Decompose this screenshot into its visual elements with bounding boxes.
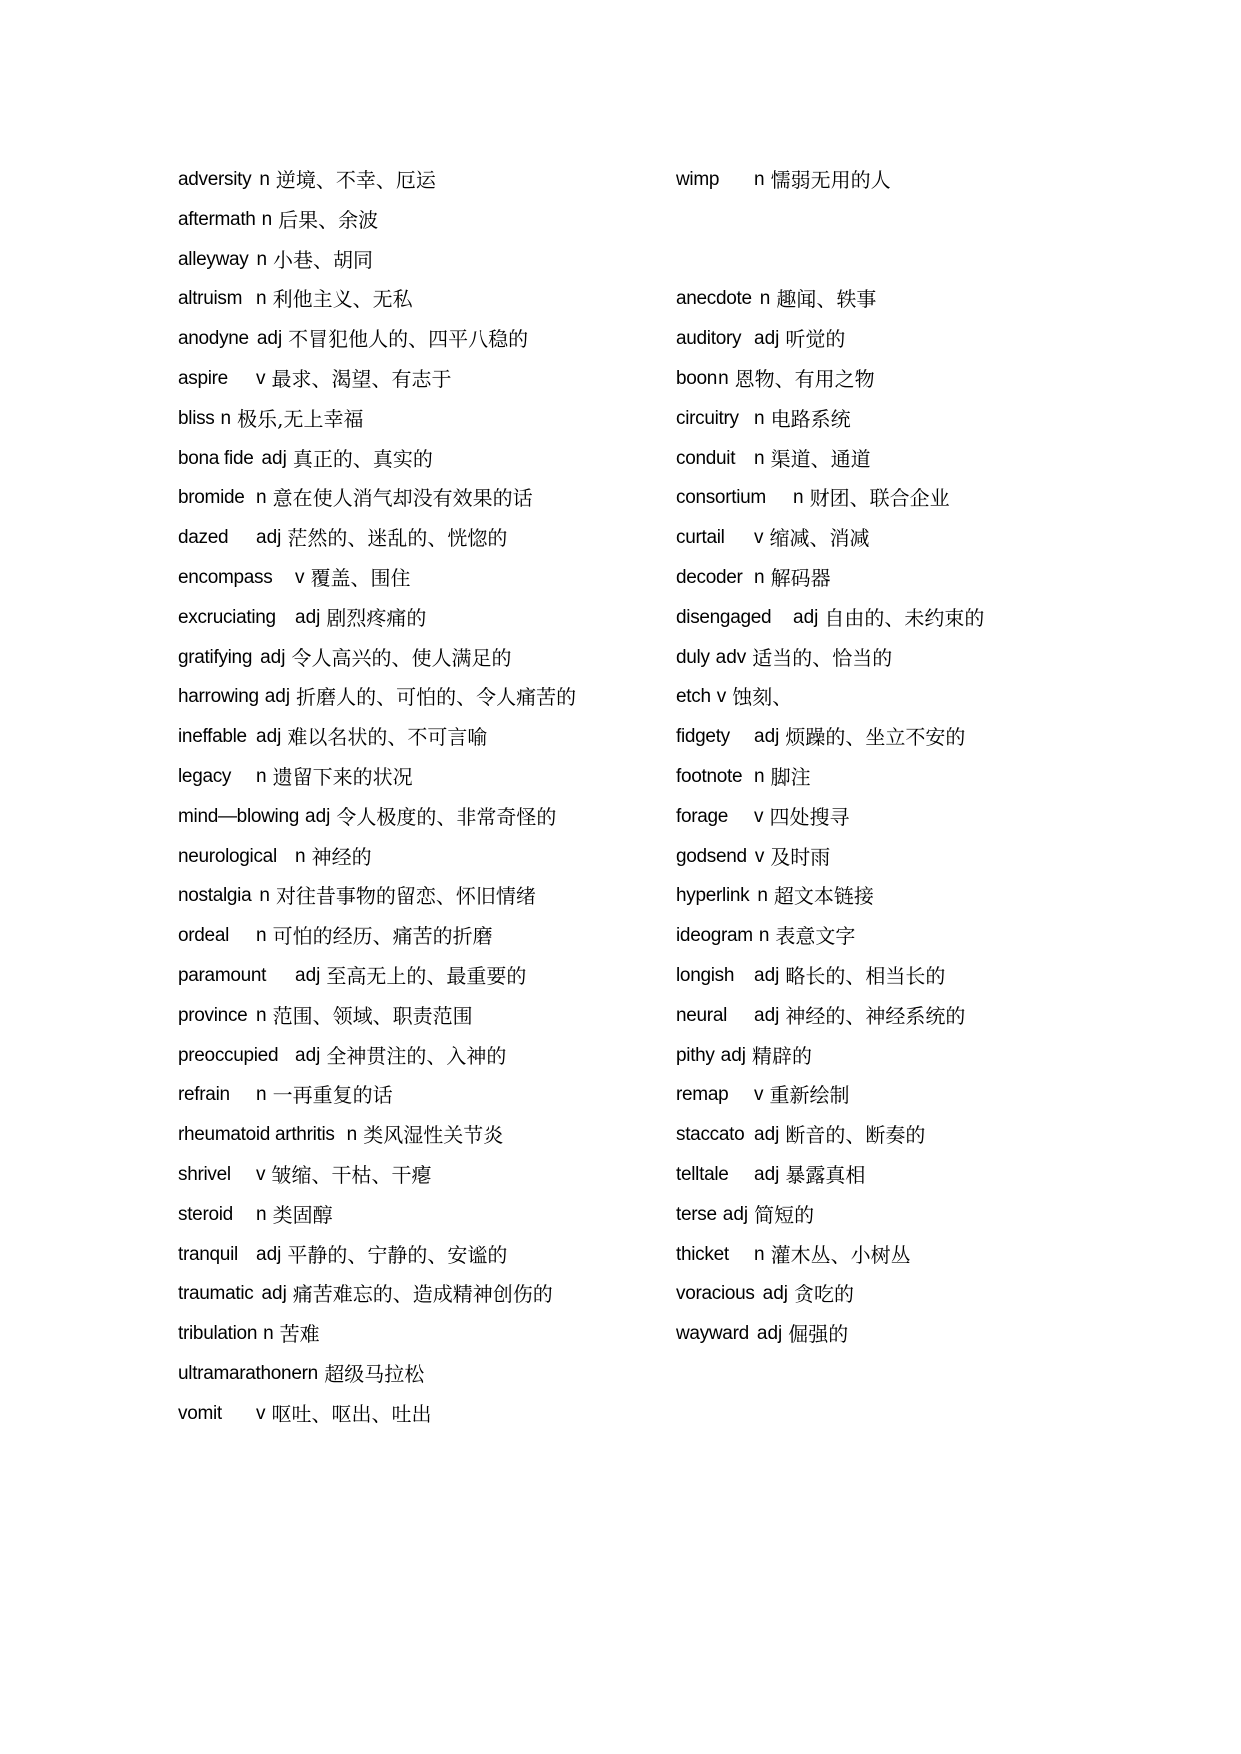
entry-part-of-speech: n: [793, 487, 804, 509]
entry-word: altruism: [178, 288, 243, 310]
entry-word: hyperlink: [676, 885, 750, 907]
entry-definition: 小巷、胡同: [273, 247, 374, 272]
entry-definition: 精辟的: [752, 1043, 812, 1068]
entry-word: ordeal: [178, 925, 230, 947]
entry-part-of-speech: n: [259, 169, 270, 190]
entry-definition: 超级马拉松: [324, 1362, 425, 1386]
entry-definition: 简短的: [754, 1202, 815, 1227]
entry-part-of-speech: adj: [756, 1323, 783, 1345]
entry-word: footnote: [676, 766, 743, 787]
entry-word: tribulation: [178, 1323, 258, 1345]
entry-word: dazed: [178, 527, 229, 549]
entry-part-of-speech: v: [754, 1084, 764, 1106]
entry-word: traumatic: [178, 1283, 254, 1305]
entry-word: ultramarathoner: [178, 1363, 308, 1384]
entry-part-of-speech: n: [295, 845, 306, 867]
entry-word: aftermath: [178, 208, 256, 230]
entry-definition: 烦躁的、坐立不安的: [785, 725, 966, 750]
entry-word: circuitry: [676, 407, 739, 429]
entry-part-of-speech: n: [263, 1323, 274, 1345]
entry-definition: 倔强的: [788, 1322, 849, 1347]
entry-word: telltale: [676, 1164, 729, 1185]
entry-definition: 灌木丛、小树丛: [770, 1242, 911, 1267]
entry-part-of-speech: adj: [256, 726, 282, 748]
entry-definition: 及时雨: [770, 844, 831, 869]
entry-word: fidgety: [676, 726, 730, 748]
entry-definition: 懦弱无用的人: [770, 168, 891, 192]
entry-part-of-speech: n: [220, 407, 232, 429]
entry-part-of-speech: n: [718, 368, 729, 389]
entry-part-of-speech: adj: [261, 1283, 287, 1305]
entry-definition: 渠道、通道: [770, 446, 871, 471]
entry-definition: 神经的: [311, 844, 372, 869]
entry-definition: 电路系统: [770, 406, 851, 431]
entry-word: bliss: [178, 407, 215, 429]
entry-definition: 蚀刻、: [732, 685, 793, 710]
entry-word: neurological: [178, 845, 277, 867]
entry-definition: 财团、联合企业: [809, 486, 950, 511]
entry-definition: 意在使人消气却没有效果的话: [272, 486, 533, 511]
entry-word: anecdote: [676, 288, 752, 310]
entry-definition: 范围、领域、职责范围: [272, 1003, 473, 1028]
entry-definition: 至高无上的、最重要的: [326, 964, 527, 988]
entry-definition: 剧烈疼痛的: [326, 605, 427, 630]
entry-definition: 恩物、有用之物: [734, 367, 875, 391]
entry-part-of-speech: n: [256, 248, 268, 270]
entry-definition: 超文本链接: [773, 884, 874, 909]
entry-word: terse: [676, 1203, 717, 1225]
entry-part-of-speech: adj: [754, 1164, 780, 1185]
entry-word: forage: [676, 805, 729, 827]
entry-word: staccato: [676, 1124, 745, 1146]
entry-word: alleyway: [178, 248, 249, 270]
entry-word: shrivel: [178, 1164, 231, 1185]
entry-part-of-speech: adj: [754, 1004, 780, 1026]
entry-word: ineffable: [178, 726, 247, 748]
entry-word: neural: [676, 1004, 728, 1026]
entry-part-of-speech: n: [261, 208, 273, 230]
entry-word: excruciating: [178, 606, 276, 628]
entry-definition: 皱缩、干枯、干瘪: [271, 1163, 432, 1187]
entry-part-of-speech: n: [758, 925, 770, 947]
entry-word: longish: [676, 965, 735, 986]
entry-definition: 利他主义、无私: [272, 287, 413, 312]
entry-word: legacy: [178, 766, 232, 787]
entry-part-of-speech: adj: [256, 527, 282, 549]
entry-part-of-speech: adj: [295, 965, 321, 986]
entry-definition: 自由的、未约束的: [824, 605, 985, 630]
entry-definition: 略长的、相当长的: [785, 964, 946, 988]
entry-definition: 重新绘制: [769, 1083, 850, 1108]
entry-part-of-speech: n: [259, 885, 270, 907]
entry-word: paramount: [178, 965, 267, 986]
entry-part-of-speech: adj: [305, 805, 331, 827]
entry-part-of-speech: n: [754, 447, 765, 469]
entry-part-of-speech: adj: [256, 328, 283, 350]
entry-part-of-speech: adj: [754, 726, 780, 748]
entry-definition: 令人高兴的、使人满足的: [291, 645, 512, 670]
entry-definition: 平静的、宁静的、安谧的: [287, 1242, 508, 1267]
entry-part-of-speech: n: [256, 1084, 267, 1106]
entry-part-of-speech: adj: [261, 447, 287, 469]
entry-part-of-speech: n: [256, 925, 267, 947]
entry-definition: 一再重复的话: [272, 1083, 393, 1108]
entry-word: anodyne: [178, 328, 249, 350]
entry-definition: 缩减、消减: [769, 526, 870, 551]
entry-part-of-speech: v: [256, 368, 266, 389]
entry-definition: 难以名状的、不可言喻: [287, 725, 488, 750]
entry-word: preoccupied: [178, 1044, 279, 1066]
entry-word: harrowing: [178, 686, 259, 708]
entry-part-of-speech: n: [754, 766, 765, 787]
entry-part-of-speech: v: [754, 527, 764, 549]
entry-definition: 茫然的、迷乱的、恍惚的: [287, 526, 508, 551]
entry-definition: 趣闻、轶事: [776, 287, 877, 312]
entry-definition: 逆境、不幸、厄运: [275, 168, 436, 192]
entry-part-of-speech: v: [754, 845, 765, 867]
entry-part-of-speech: v: [256, 1164, 266, 1185]
entry-part-of-speech: adj: [754, 328, 780, 350]
entry-part-of-speech: adj: [264, 686, 291, 708]
entry-definition: 对往昔事物的留恋、怀旧情绪: [275, 884, 536, 909]
entry-definition: 痛苦难忘的、造成精神创伤的: [292, 1282, 553, 1307]
entry-part-of-speech: adj: [295, 606, 321, 628]
entry-word: encompass: [178, 567, 273, 588]
entry-part-of-speech: adj: [260, 646, 286, 668]
entry-part-of-speech: n: [754, 1243, 765, 1265]
entry-word: godsend: [676, 845, 747, 867]
entry-definition: 断音的、断奏的: [785, 1123, 926, 1148]
entry-word: rheumatoid arthritis: [178, 1124, 335, 1146]
entry-definition: 暴露真相: [785, 1163, 866, 1187]
entry-definition: 呕吐、呕出、吐出: [271, 1401, 432, 1426]
entry-part-of-speech: n: [256, 766, 267, 787]
entry-definition: 适当的、恰当的: [752, 645, 893, 670]
entry-word: auditory: [676, 328, 742, 350]
entry-definition: 类风湿性关节炎: [363, 1123, 504, 1148]
entry-word: consortium: [676, 487, 766, 509]
entry-part-of-speech: n: [307, 1363, 319, 1384]
entry-word: bromide: [178, 487, 245, 509]
entry-definition: 真正的、真实的: [292, 446, 433, 471]
entry-part-of-speech: n: [754, 567, 765, 588]
entry-word: vomit: [178, 1402, 222, 1424]
entry-part-of-speech: v: [256, 1402, 266, 1424]
entry-definition: 贪吃的: [793, 1282, 854, 1307]
entry-word: wimp: [676, 169, 720, 190]
entry-word: pithy: [676, 1044, 715, 1066]
entry-definition: 折磨人的、可怕的、令人痛苦的: [296, 685, 577, 710]
entry-definition: 听觉的: [785, 327, 846, 352]
entry-part-of-speech: adj: [256, 1243, 282, 1265]
entry-part-of-speech: v: [295, 567, 305, 588]
entry-word: remap: [676, 1084, 729, 1106]
entry-word: disengaged: [676, 606, 772, 628]
entry-definition: 不冒犯他人的、四平八稳的: [288, 327, 529, 352]
entry-definition: 覆盖、围住: [310, 566, 411, 590]
entry-word: ideogram: [676, 925, 753, 947]
entry-part-of-speech: n: [256, 1004, 267, 1026]
entry-word: thicket: [676, 1243, 729, 1265]
entry-definition: 神经的、神经系统的: [785, 1003, 966, 1028]
entry-part-of-speech: v: [716, 686, 727, 708]
entry-part-of-speech: n: [754, 169, 765, 190]
entry-part-of-speech: n: [346, 1124, 358, 1146]
entry-part-of-speech: v: [754, 805, 764, 827]
entry-definition: 可怕的经历、痛苦的折磨: [272, 924, 493, 949]
entry-word: gratifying: [178, 646, 253, 668]
entry-word: voracious: [676, 1283, 755, 1305]
entry-part-of-speech: n: [754, 407, 765, 429]
entry-word: duly: [676, 646, 710, 668]
entry-word: province: [178, 1004, 248, 1026]
entry-definition: 表意文字: [775, 924, 856, 949]
entry-part-of-speech: n: [759, 288, 771, 310]
entry-word: aspire: [178, 368, 228, 389]
entry-part-of-speech: adj: [295, 1044, 321, 1066]
entry-part-of-speech: adj: [720, 1044, 746, 1066]
entry-word: bona fide: [178, 447, 254, 469]
entry-part-of-speech: adj: [754, 965, 780, 986]
entry-definition: 极乐,无上幸福: [237, 406, 364, 431]
entry-definition: 苦难: [279, 1322, 320, 1347]
entry-part-of-speech: adj: [754, 1124, 780, 1146]
entry-definition: 解码器: [770, 566, 831, 590]
entry-word: etch: [676, 686, 711, 708]
entry-word: wayward: [676, 1323, 749, 1345]
entry-definition: 令人极度的、非常奇怪的: [336, 804, 557, 829]
entry-word: conduit: [676, 447, 736, 469]
entry-definition: 四处搜寻: [769, 804, 850, 829]
entry-word: steroid: [178, 1203, 233, 1225]
entry-word: adversity: [178, 169, 252, 190]
entry-part-of-speech: adj: [722, 1203, 749, 1225]
entry-part-of-speech: adv: [715, 646, 747, 668]
entry-definition: 类固醇: [272, 1202, 333, 1227]
entry-word: refrain: [178, 1084, 230, 1106]
entry-word: nostalgia: [178, 885, 252, 907]
entry-word: boon: [676, 368, 718, 389]
entry-word: curtail: [676, 527, 725, 549]
entry-part-of-speech: adj: [762, 1283, 788, 1305]
entry-definition: 遗留下来的状况: [272, 765, 413, 789]
entry-word: decoder: [676, 567, 743, 588]
entry-word: tranquil: [178, 1243, 238, 1265]
entry-definition: 后果、余波: [278, 207, 379, 232]
entry-part-of-speech: n: [757, 885, 768, 907]
entry-part-of-speech: n: [256, 1203, 267, 1225]
entry-definition: 全神贯注的、入神的: [326, 1043, 507, 1068]
entry-word: mind—blowing: [178, 805, 300, 827]
entry-definition: 最求、渴望、有志于: [271, 367, 452, 391]
entry-part-of-speech: n: [256, 487, 267, 509]
entry-part-of-speech: adj: [793, 606, 819, 628]
entry-part-of-speech: n: [256, 288, 267, 310]
entry-definition: 脚注: [770, 765, 811, 789]
